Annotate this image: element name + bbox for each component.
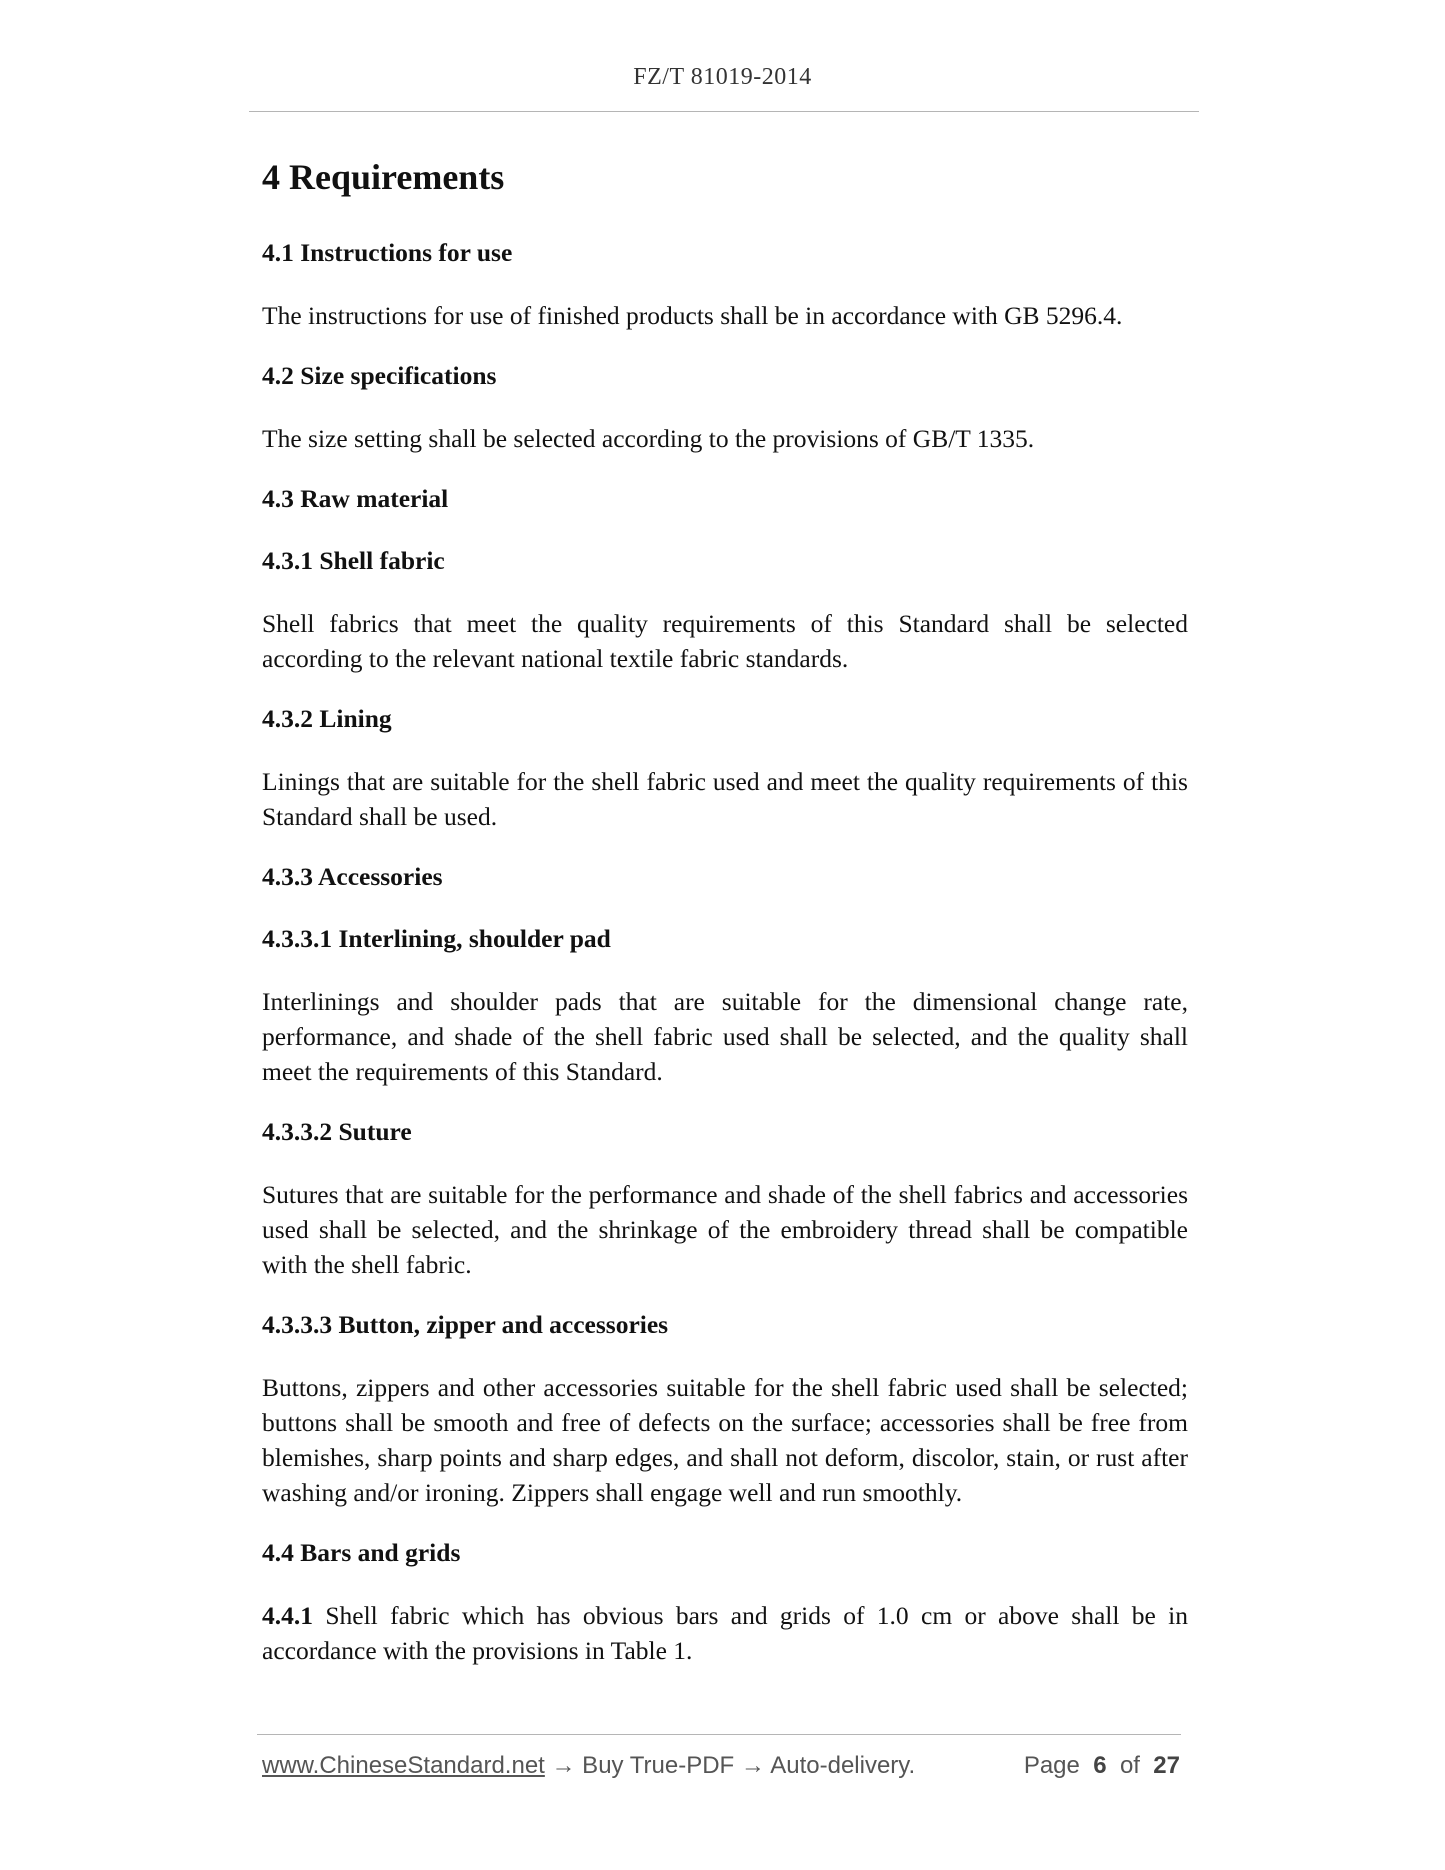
heading-4-3-3-1: 4.3.3.1 Interlining, shoulder pad — [262, 924, 611, 953]
page-content — [262, 154, 1188, 1694]
header-divider — [249, 111, 1199, 112]
of-word: of — [1119, 1752, 1140, 1779]
heading-4-3: 4.3 Raw material — [262, 484, 449, 513]
footer-divider — [257, 1734, 1181, 1735]
paragraph-4-3-3-2: Sutures that are suitable for the performance and shade of the shell fabrics and accessories used shall be selected, and the shrinkage of the embroidery thread shall be compatible with the shell fabric. — [262, 1180, 1188, 1279]
heading-4-4: 4.4 Bars and grids — [262, 1538, 461, 1567]
heading-4-3-2: 4.3.2 Lining — [262, 704, 392, 733]
paragraph-4-3-2: Linings that are suitable for the shell fabric used and meet the quality requirements of this Standard shall be used. — [262, 767, 1188, 831]
footer-promo — [262, 1752, 915, 1780]
paragraph-4-3-3-3: Buttons, zippers and other accessories suitable for the shell fabric used shall be selected; buttons shall be smooth and free of defects on the surface; accessories shall be free from blemishes, sharp points and sharp edges, and shall not deform, discolor, stain, or rust after washing and/or ironing. Zippers shall engage well and run smoothly. — [262, 1373, 1188, 1507]
heading-4-3-1: 4.3.1 Shell fabric — [262, 546, 445, 575]
page-total-number: 27 — [1153, 1752, 1180, 1779]
clause-text-4-4-1: Shell fabric which has obvious bars and grids of 1.0 cm or above shall be in accordance with the provisions in Table 1. — [262, 1601, 1188, 1665]
paragraph-4-3-3-1: Interlinings and shoulder pads that are suitable for the dimensional change rate, performance, and shade of the shell fabric used shall be selected, and the quality shall meet the requirements of this Standard. — [262, 987, 1188, 1086]
chinesestandard-link[interactable]: www.ChineseStandard.net — [262, 1752, 545, 1779]
paragraph-4-2: The size setting shall be selected according to the provisions of GB/T 1335. — [262, 424, 1035, 453]
heading-4-3-3: 4.3.3 Accessories — [262, 862, 443, 891]
page-current-number: 6 — [1093, 1752, 1107, 1779]
document-code-header: FZ/T 81019-2014 — [633, 64, 812, 90]
page-word: Page — [1023, 1752, 1080, 1779]
page-indicator — [1024, 1752, 1180, 1780]
heading-4-1: 4.1 Instructions for use — [262, 238, 513, 267]
footer-tagline: → Buy True-PDF → Auto-delivery. — [544, 1752, 916, 1779]
section-title: 4 Requirements — [262, 157, 505, 197]
paragraph-4-1: The instructions for use of finished products shall be in accordance with GB 5296.4. — [262, 301, 1123, 330]
heading-4-3-3-2: 4.3.3.2 Suture — [262, 1117, 412, 1146]
paragraph-4-3-1: Shell fabrics that meet the quality requirements of this Standard shall be selected according to the relevant national textile fabric standards. — [262, 609, 1188, 673]
heading-4-2: 4.2 Size specifications — [262, 361, 497, 390]
paragraph-4-4-1 — [262, 1598, 1188, 1668]
clause-label-4-4-1: 4.4.1 — [262, 1601, 313, 1630]
heading-4-3-3-3: 4.3.3.3 Button, zipper and accessories — [262, 1310, 669, 1339]
